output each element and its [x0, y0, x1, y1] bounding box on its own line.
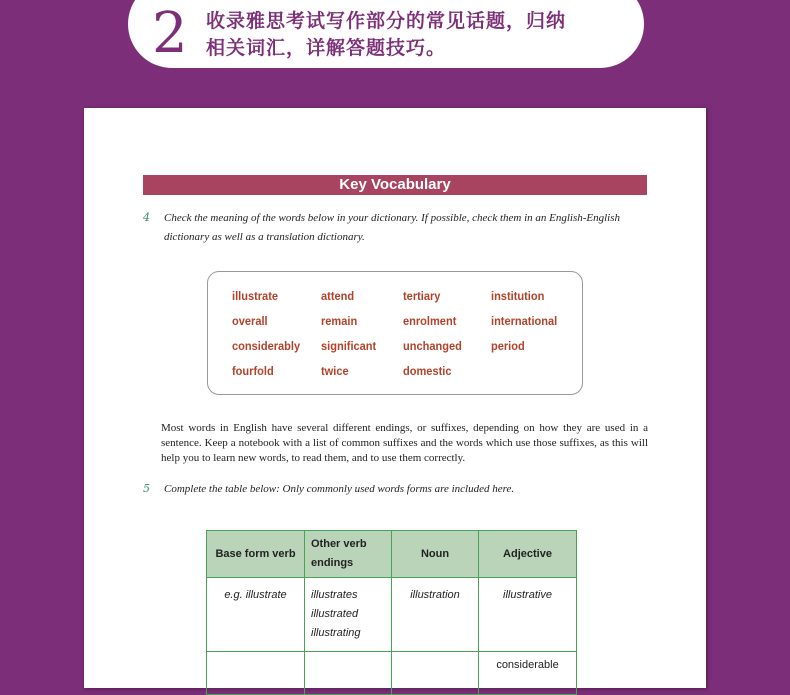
table-header-row: [207, 531, 577, 578]
banner-number: 2: [152, 1, 188, 66]
vocab-word: domestic: [403, 364, 452, 378]
cell-adjective: illustrative: [479, 578, 577, 652]
textbook-page: [84, 108, 706, 688]
banner-line-2: 相关词汇，详解答题技巧。: [206, 37, 447, 59]
cell-noun[interactable]: [392, 652, 479, 695]
vocab-word: significant: [321, 339, 377, 353]
cell-other-endings[interactable]: [305, 652, 392, 695]
table-row: [207, 578, 577, 652]
vocab-word: illustrate: [232, 289, 279, 303]
vocab-word: institution: [491, 289, 545, 303]
vocab-word: unchanged: [403, 339, 462, 353]
header-other-endings: Other verb endings: [305, 531, 392, 578]
vocab-word: overall: [232, 314, 268, 328]
other-ending: illustrates: [311, 589, 358, 601]
banner-line-1: 收录雅思考试写作部分的常见话题，归纳: [206, 10, 567, 32]
banner-description: [206, 8, 626, 62]
question-4-number: 4: [143, 211, 150, 224]
table-row: [207, 652, 577, 695]
cell-base: e.g. illustrate: [207, 578, 305, 652]
vocab-word: attend: [321, 289, 355, 303]
header-noun: Noun: [392, 531, 479, 578]
section-title: Key Vocabulary: [143, 175, 647, 195]
header-base-form: Base form verb: [207, 531, 305, 578]
header-adjective: Adjective: [479, 531, 577, 578]
cell-adjective: considerable: [479, 652, 577, 695]
vocab-word: remain: [321, 314, 358, 328]
question-5-number: 5: [143, 482, 150, 495]
other-ending: illustrated: [311, 608, 359, 620]
cell-other-endings: [305, 578, 392, 652]
vocab-word: fourfold: [232, 364, 274, 378]
vocab-word: considerably: [232, 339, 301, 353]
vocab-word: period: [491, 339, 525, 353]
vocab-word: twice: [321, 364, 349, 378]
vocab-word: tertiary: [403, 289, 441, 303]
cell-noun: illustration: [392, 578, 479, 652]
cell-base[interactable]: [207, 652, 305, 695]
vocab-word: international: [491, 314, 558, 328]
word-forms-table: [206, 530, 577, 695]
vocabulary-box: [207, 271, 583, 395]
vocab-word: enrolment: [403, 314, 457, 328]
suffix-paragraph: Most words in English have several different endings, or suffixes, depending on how they are used in a sentence. Keep a notebook with a list of common suffixes and the words which use those suffixes, as this will help you to learn new words, to read them, and to use them correctly.: [161, 422, 648, 464]
question-5-text: Complete the table below: Only commonly used words forms are included here.: [164, 483, 515, 495]
question-4-text: Check the meaning of the words below in your dictionary. If possible, check them in an English-English dictionary as well as a translation dictionary.: [164, 212, 621, 243]
other-ending: illustrating: [311, 627, 361, 639]
